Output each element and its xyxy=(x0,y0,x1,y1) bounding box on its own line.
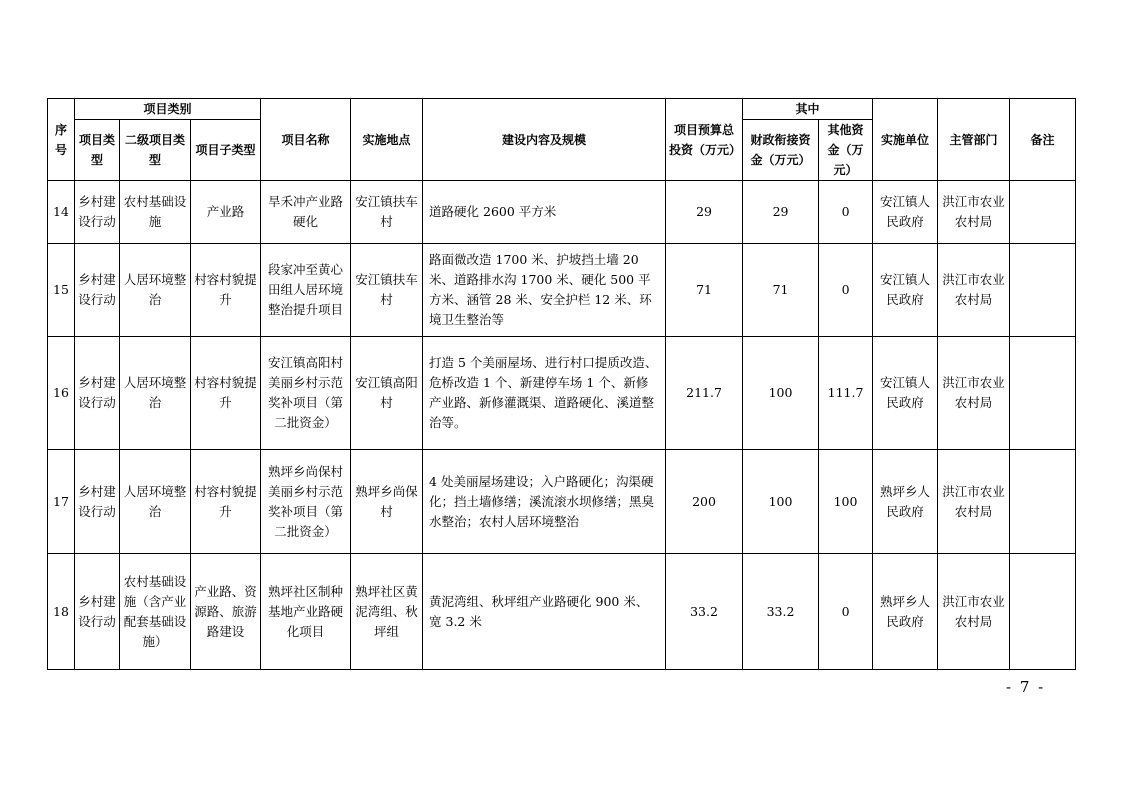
project-type-cell: 乡村建设行动 xyxy=(75,450,120,554)
page-number: - 7 - xyxy=(1006,678,1046,696)
header-seq: 序号 xyxy=(48,99,75,181)
fiscal-cell: 100 xyxy=(743,337,819,450)
header-location: 实施地点 xyxy=(351,99,423,181)
other-cell: 0 xyxy=(819,244,873,337)
project-name-cell: 旱禾冲产业路硬化 xyxy=(261,181,351,244)
unit-cell: 安江镇人民政府 xyxy=(873,181,938,244)
table-row xyxy=(48,554,1076,670)
fiscal-cell: 100 xyxy=(743,450,819,554)
header-project-type: 项目类型 xyxy=(75,120,120,181)
fiscal-cell: 33.2 xyxy=(743,554,819,670)
content-cell: 打造 5 个美丽屋场、进行村口提质改造、危桥改造 1 个、新建停车场 1 个、新修产业路、新修灌溉渠、道路硬化、溪道整治等。 xyxy=(423,337,666,450)
fiscal-cell: 29 xyxy=(743,181,819,244)
seq-cell: 15 xyxy=(48,244,75,337)
remark-cell xyxy=(1010,244,1076,337)
other-cell: 100 xyxy=(819,450,873,554)
content-cell: 4 处美丽屋场建设；入户路硬化；沟渠硬化；挡土墙修缮；溪流滚水坝修缮；黑臭水整治；农村人居环境整治 xyxy=(423,450,666,554)
location-cell: 安江镇扶车村 xyxy=(351,244,423,337)
header-unit: 实施单位 xyxy=(873,99,938,181)
other-cell: 0 xyxy=(819,554,873,670)
unit-cell: 安江镇人民政府 xyxy=(873,337,938,450)
secondary-type-cell: 人居环境整治 xyxy=(120,244,191,337)
project-name-cell: 安江镇高阳村美丽乡村示范奖补项目（第二批资金） xyxy=(261,337,351,450)
sub-type-cell: 产业路 xyxy=(191,181,261,244)
header-sub-type: 项目子类型 xyxy=(191,120,261,181)
project-type-cell: 乡村建设行动 xyxy=(75,554,120,670)
department-cell: 洪江市农业农村局 xyxy=(938,244,1010,337)
budget-cell: 29 xyxy=(666,181,743,244)
content-cell: 道路硬化 2600 平方米 xyxy=(423,181,666,244)
header-content: 建设内容及规模 xyxy=(423,99,666,181)
sub-type-cell: 村容村貌提升 xyxy=(191,450,261,554)
table-row xyxy=(48,181,1076,244)
project-type-cell: 乡村建设行动 xyxy=(75,181,120,244)
project-type-cell: 乡村建设行动 xyxy=(75,337,120,450)
department-cell: 洪江市农业农村局 xyxy=(938,337,1010,450)
project-name-cell: 熟坪社区制种基地产业路硬化项目 xyxy=(261,554,351,670)
location-cell: 熟坪乡尚保村 xyxy=(351,450,423,554)
remark-cell xyxy=(1010,181,1076,244)
department-cell: 洪江市农业农村局 xyxy=(938,181,1010,244)
content-cell: 路面微改造 1700 米、护坡挡土墙 20 米、道路排水沟 1700 米、硬化 500 平方米、涵管 28 米、安全护栏 12 米、环境卫生整治等 xyxy=(423,244,666,337)
header-secondary-type: 二级项目类型 xyxy=(120,120,191,181)
header-among-group: 其中 xyxy=(743,99,873,120)
project-name-cell: 熟坪乡尚保村美丽乡村示范奖补项目（第二批资金） xyxy=(261,450,351,554)
budget-cell: 200 xyxy=(666,450,743,554)
header-category-group: 项目类别 xyxy=(75,99,261,120)
secondary-type-cell: 农村基础设施（含产业配套基础设施） xyxy=(120,554,191,670)
project-type-cell: 乡村建设行动 xyxy=(75,244,120,337)
budget-cell: 33.2 xyxy=(666,554,743,670)
header-department: 主管部门 xyxy=(938,99,1010,181)
content-cell: 黄泥湾组、秋坪组产业路硬化 900 米、宽 3.2 米 xyxy=(423,554,666,670)
header-other: 其他资金（万元） xyxy=(819,120,873,181)
project-table xyxy=(47,98,1076,670)
sub-type-cell: 村容村貌提升 xyxy=(191,337,261,450)
header-fiscal: 财政衔接资金（万元） xyxy=(743,120,819,181)
seq-cell: 18 xyxy=(48,554,75,670)
unit-cell: 熟坪乡人民政府 xyxy=(873,554,938,670)
sub-type-cell: 村容村貌提升 xyxy=(191,244,261,337)
table-row xyxy=(48,337,1076,450)
header-remark: 备注 xyxy=(1010,99,1076,181)
fiscal-cell: 71 xyxy=(743,244,819,337)
remark-cell xyxy=(1010,337,1076,450)
secondary-type-cell: 人居环境整治 xyxy=(120,337,191,450)
budget-cell: 71 xyxy=(666,244,743,337)
unit-cell: 熟坪乡人民政府 xyxy=(873,450,938,554)
budget-cell: 211.7 xyxy=(666,337,743,450)
project-name-cell: 段家冲至黄心田组人居环境整治提升项目 xyxy=(261,244,351,337)
remark-cell xyxy=(1010,554,1076,670)
table-row xyxy=(48,244,1076,337)
seq-cell: 17 xyxy=(48,450,75,554)
seq-cell: 14 xyxy=(48,181,75,244)
secondary-type-cell: 人居环境整治 xyxy=(120,450,191,554)
other-cell: 111.7 xyxy=(819,337,873,450)
header-budget: 项目预算总投资（万元） xyxy=(666,99,743,181)
secondary-type-cell: 农村基础设施 xyxy=(120,181,191,244)
sub-type-cell: 产业路、资源路、旅游路建设 xyxy=(191,554,261,670)
remark-cell xyxy=(1010,450,1076,554)
location-cell: 安江镇高阳村 xyxy=(351,337,423,450)
department-cell: 洪江市农业农村局 xyxy=(938,450,1010,554)
department-cell: 洪江市农业农村局 xyxy=(938,554,1010,670)
other-cell: 0 xyxy=(819,181,873,244)
unit-cell: 安江镇人民政府 xyxy=(873,244,938,337)
location-cell: 安江镇扶车村 xyxy=(351,181,423,244)
table-row xyxy=(48,450,1076,554)
location-cell: 熟坪社区黄泥湾组、秋坪组 xyxy=(351,554,423,670)
seq-cell: 16 xyxy=(48,337,75,450)
header-row-1 xyxy=(48,99,1076,120)
header-project-name: 项目名称 xyxy=(261,99,351,181)
